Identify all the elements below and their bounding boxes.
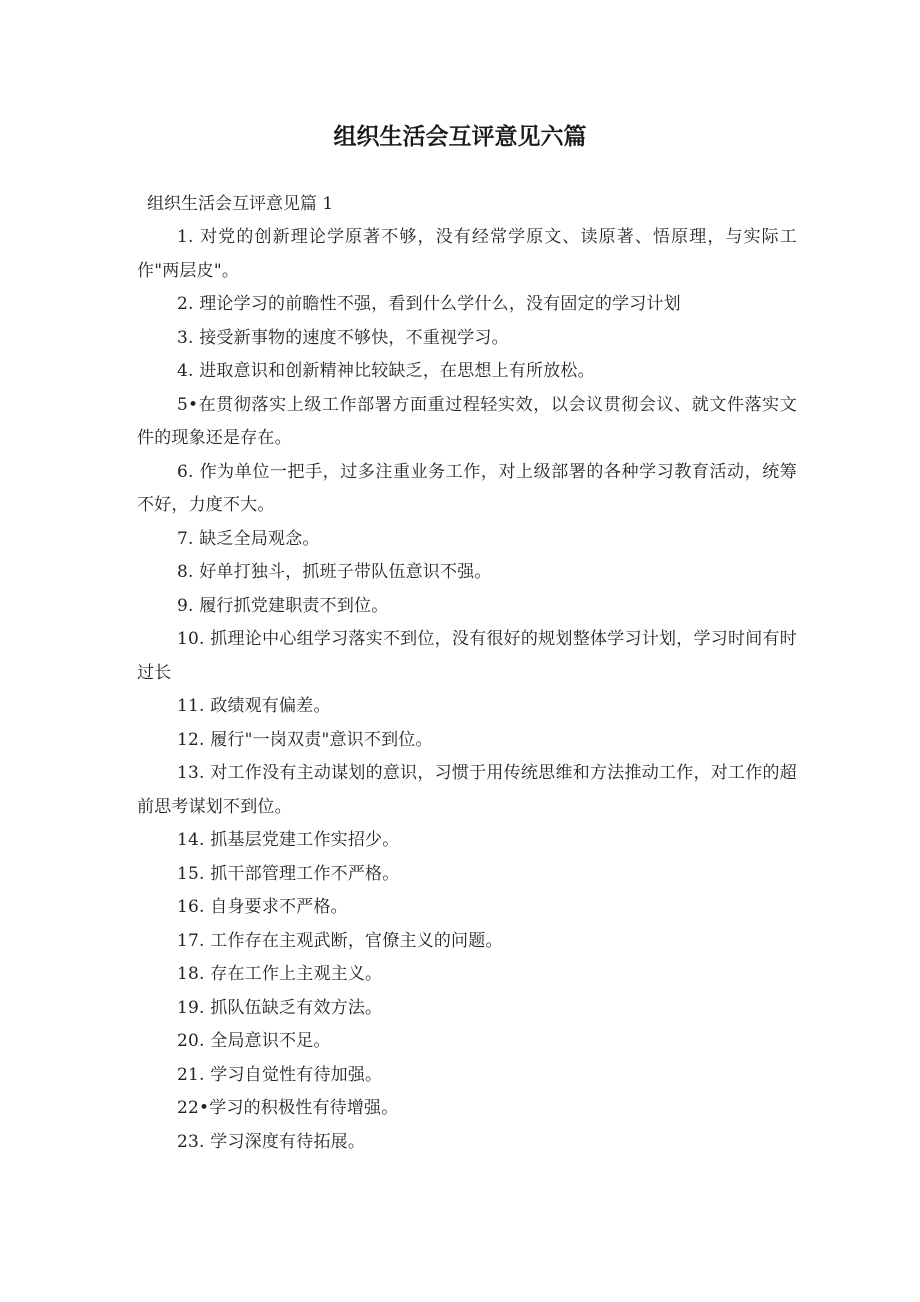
list-item: 4. 进取意识和创新精神比较缺乏，在思想上有所放松。	[177, 361, 595, 381]
document-body	[137, 188, 797, 1159]
list-item: 13. 对工作没有主动谋划的意识，习惯于用传统思维和方法推动工作，对工作的超前思考谋划不到位。	[137, 763, 797, 817]
list-item: 18. 存在工作上主观主义。	[177, 964, 383, 984]
list-item: 21. 学习自觉性有待加强。	[177, 1064, 383, 1085]
document-title: 组织生活会互评意见六篇	[333, 124, 587, 150]
list-item: 14. 抓基层党建工作实招少。	[177, 830, 400, 850]
list-item: 2. 理论学习的前瞻性不强，看到什么学什么，没有固定的学习计划	[177, 294, 681, 314]
list-item: 1. 对党的创新理论学原著不够，没有经常学原文、读原著、悟原理，与实际工作"两层皮"。	[137, 227, 797, 281]
list-item: 11. 政绩观有偏差。	[177, 696, 331, 716]
list-item: 22•学习的积极性有待增强。	[177, 1098, 399, 1118]
list-item: 7. 缺乏全局观念。	[177, 528, 320, 549]
list-item: 5•在贯彻落实上级工作部署方面重过程轻实效，以会议贯彻会议、就文件落实文件的现象还是存在。	[137, 394, 797, 448]
list-item: 23. 学习深度有待拓展。	[177, 1131, 366, 1152]
list-item: 8. 好单打独斗，抓班子带队伍意识不强。	[177, 562, 492, 582]
list-item: 19. 抓队伍缺乏有效方法。	[177, 997, 383, 1018]
list-item: 17. 工作存在主观武断，官僚主义的问题。	[177, 930, 503, 951]
list-item: 16. 自身要求不严格。	[177, 897, 348, 917]
list-item: 20. 全局意识不足。	[177, 1031, 331, 1051]
list-item: 15. 抓干部管理工作不严格。	[177, 863, 400, 884]
list-item: 12. 履行"一岗双责"意识不到位。	[177, 729, 433, 750]
list-item: 6. 作为单位一把手，过多注重业务工作，对上级部署的各种学习教育活动，统筹不好，力度不大。	[137, 461, 797, 515]
list-item: 9. 履行抓党建职责不到位。	[177, 595, 389, 616]
section-heading: 组织生活会互评意见篇 1	[147, 194, 334, 214]
list-item: 3. 接受新事物的速度不够快，不重视学习。	[177, 327, 509, 348]
list-item: 10. 抓理论中心组学习落实不到位，没有很好的规划整体学习计划，学习时间有时过长	[137, 629, 797, 683]
